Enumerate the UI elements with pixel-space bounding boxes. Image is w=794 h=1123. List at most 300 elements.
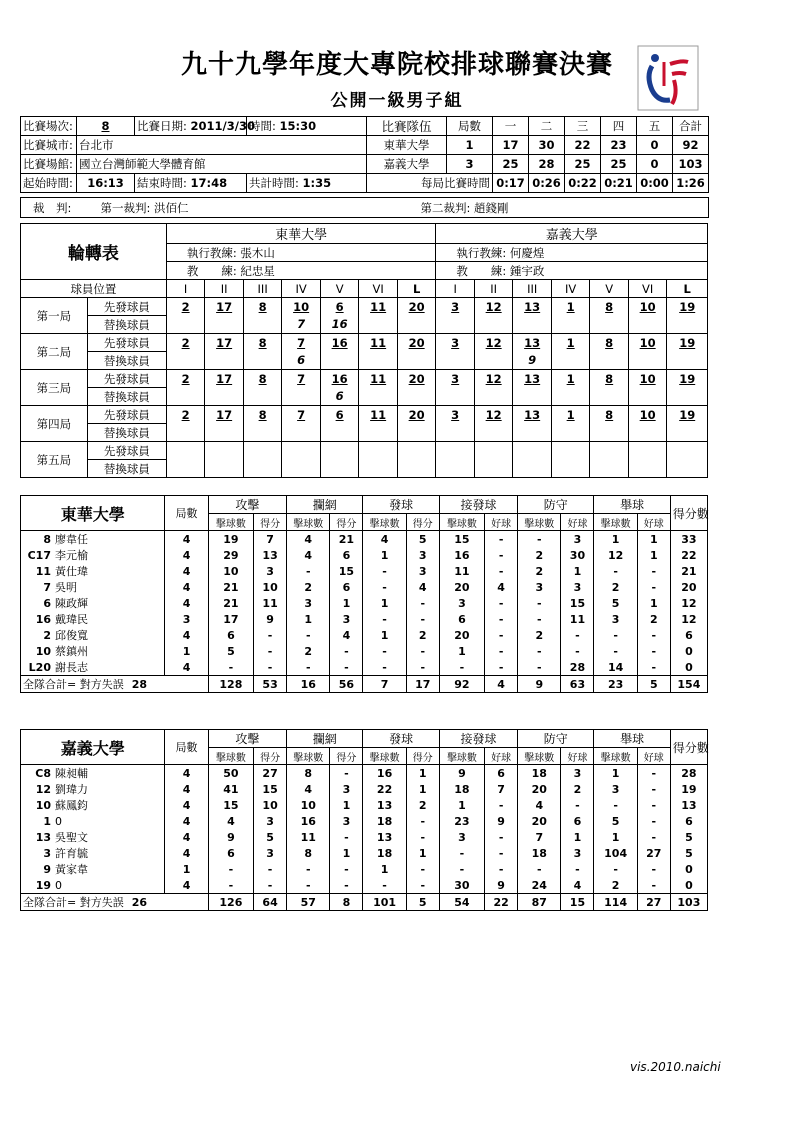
total-value: 53 <box>254 676 287 693</box>
stat-value: 13 <box>670 797 707 813</box>
player-cell <box>21 659 165 676</box>
starter-player: 19 <box>667 334 708 352</box>
start-label: 起始時間: <box>21 174 77 193</box>
stat-value: 4 <box>561 877 594 894</box>
starter-player: 11 <box>359 334 398 352</box>
coach-b: 執行教練: 何慶煌 <box>436 244 708 262</box>
player-number: 6 <box>43 597 51 610</box>
score-cell: 103 <box>673 155 709 174</box>
sub-label: 替換球員 <box>87 352 166 370</box>
stat-value: 12 <box>594 547 637 563</box>
sub-player <box>474 352 513 370</box>
stat-value: 30 <box>561 547 594 563</box>
total-value: 101 <box>363 894 406 911</box>
starter-player: 19 <box>667 298 708 316</box>
sub-player: 6 <box>320 388 359 406</box>
stat-value: 2 <box>637 611 670 627</box>
player-row <box>21 829 708 845</box>
sets-header: 局數 <box>165 496 208 531</box>
stat-value: - <box>363 659 406 676</box>
player-cell <box>21 877 165 894</box>
total-value: 54 <box>439 894 484 911</box>
sub-player <box>282 388 321 406</box>
stat-value: - <box>485 829 518 845</box>
sub-player <box>590 388 629 406</box>
stat-value: 3 <box>561 579 594 595</box>
stat-value: 3 <box>330 813 363 829</box>
starter-label: 先發球員 <box>87 442 166 460</box>
rotation-sub-row <box>21 352 708 370</box>
stat-value: 4 <box>287 531 330 548</box>
position-header: VI <box>628 280 667 298</box>
player-name: 蘇鳳鈞 <box>55 799 88 812</box>
stat-value: 1 <box>594 829 637 845</box>
stat-value: 1 <box>439 643 484 659</box>
starter-player: 1 <box>551 370 590 388</box>
sub-player <box>205 424 244 442</box>
stat-value: - <box>485 659 518 676</box>
stat-value: 4 <box>165 579 208 595</box>
sub-player <box>667 460 708 478</box>
rotation-sub-row <box>21 316 708 334</box>
starter-player <box>359 442 398 460</box>
stat-value: 18 <box>363 813 406 829</box>
total-value: 114 <box>594 894 637 911</box>
starter-player: 7 <box>282 370 321 388</box>
sub-player: 7 <box>282 316 321 334</box>
stat-value: 2 <box>518 547 561 563</box>
stat-value: 2 <box>594 877 637 894</box>
stat-value: 14 <box>594 659 637 676</box>
stat-value: 41 <box>208 781 253 797</box>
player-number: 19 <box>35 878 51 892</box>
stat-value: 24 <box>518 877 561 894</box>
stat-value: 28 <box>670 765 707 782</box>
player-number: 9 <box>43 863 51 876</box>
sub-player <box>628 352 667 370</box>
player-row <box>21 845 708 861</box>
sub-player <box>320 460 359 478</box>
stat-value: - <box>406 877 439 894</box>
stat-value: - <box>594 861 637 877</box>
referee-label: 裁 判: <box>21 198 81 218</box>
stat-sub-header: 擊球數 <box>208 514 253 531</box>
stat-value: 6 <box>439 611 484 627</box>
stat-value: 6 <box>208 627 253 643</box>
position-header: II <box>474 280 513 298</box>
starter-player: 19 <box>667 370 708 388</box>
stat-value: 22 <box>670 547 707 563</box>
player-row <box>21 563 708 579</box>
stat-value: - <box>330 861 363 877</box>
stat-value: - <box>518 611 561 627</box>
stat-value: 1 <box>594 531 637 548</box>
stat-sub-header: 好球 <box>637 748 670 765</box>
stat-value: 4 <box>165 845 208 861</box>
score-cell: 25 <box>601 155 637 174</box>
total-value: 57 <box>287 894 330 911</box>
totals-row <box>21 676 708 693</box>
player-name: 吳明 <box>55 581 77 594</box>
starter-player <box>551 442 590 460</box>
starter-player: 8 <box>243 370 282 388</box>
stat-value: - <box>485 563 518 579</box>
stat-value: 9 <box>485 877 518 894</box>
score-header: 二 <box>529 117 565 136</box>
sub-player <box>166 388 205 406</box>
stat-value: 3 <box>439 829 484 845</box>
sub-player <box>166 352 205 370</box>
stat-value: 27 <box>254 765 287 782</box>
player-row <box>21 797 708 813</box>
sub-player <box>628 388 667 406</box>
rotation-set-row <box>21 334 708 352</box>
position-label: 球員位置 <box>21 280 167 298</box>
sub-label: 替換球員 <box>87 424 166 442</box>
stat-value: 3 <box>561 845 594 861</box>
sub-player <box>551 388 590 406</box>
stat-sub-header: 得分 <box>254 514 287 531</box>
starter-player <box>513 442 552 460</box>
starter-player: 2 <box>166 334 205 352</box>
player-cell <box>21 643 165 659</box>
player-cell <box>21 595 165 611</box>
player-cell <box>21 579 165 595</box>
stat-value: - <box>637 579 670 595</box>
starter-player: 20 <box>397 334 436 352</box>
stat-value: 3 <box>165 611 208 627</box>
starter-player: 8 <box>243 406 282 424</box>
stat-value: - <box>208 877 253 894</box>
player-number: 1 <box>43 814 51 828</box>
stat-value: - <box>330 877 363 894</box>
player-name: 黃仕瑋 <box>55 565 88 578</box>
score-cell: 3 <box>447 155 493 174</box>
starter-player <box>628 442 667 460</box>
rotation-team-b: 嘉義大學 <box>436 224 708 244</box>
starter-player: 8 <box>590 334 629 352</box>
starter-player: 17 <box>205 370 244 388</box>
starter-player <box>320 442 359 460</box>
starter-player: 10 <box>628 298 667 316</box>
stat-value: 4 <box>165 627 208 643</box>
player-row <box>21 531 708 548</box>
player-name: 謝長志 <box>55 661 88 674</box>
stat-value: 7 <box>254 531 287 548</box>
score-cell: 92 <box>673 136 709 155</box>
stat-value: 17 <box>208 611 253 627</box>
stat-value: - <box>485 531 518 548</box>
stat-value: 1 <box>165 861 208 877</box>
score-header: 五 <box>637 117 673 136</box>
score-cell: 23 <box>601 136 637 155</box>
coach-a: 執行教練: 張木山 <box>166 244 436 262</box>
player-name: 0 <box>55 814 62 828</box>
player-name: 黃家韋 <box>55 863 88 876</box>
player-name: 劉瑋力 <box>55 783 88 796</box>
city: 台北市 <box>77 136 367 155</box>
position-header: VI <box>359 280 398 298</box>
stat-sub-header: 擊球數 <box>287 514 330 531</box>
player-number: 2 <box>43 629 51 642</box>
sub-player <box>551 316 590 334</box>
stat-sub-header: 好球 <box>485 514 518 531</box>
stat-value: 11 <box>254 595 287 611</box>
stat-value: - <box>406 861 439 877</box>
starter-player <box>243 442 282 460</box>
stat-value: 10 <box>254 579 287 595</box>
starter-player: 1 <box>551 298 590 316</box>
position-header: V <box>590 280 629 298</box>
player-row <box>21 765 708 782</box>
stat-value: - <box>485 611 518 627</box>
stat-value: 4 <box>165 877 208 894</box>
sub-player <box>320 424 359 442</box>
time-cell: 時間: 15:30 <box>247 117 367 136</box>
starter-player <box>166 442 205 460</box>
stat-sub-header: 得分 <box>406 748 439 765</box>
sub-player <box>359 424 398 442</box>
position-header: L <box>397 280 436 298</box>
starter-player: 13 <box>513 406 552 424</box>
stat-value: - <box>594 643 637 659</box>
starter-player: 2 <box>166 406 205 424</box>
player-row <box>21 547 708 563</box>
score-cell: 1 <box>447 136 493 155</box>
total-value: 5 <box>637 676 670 693</box>
stat-value: - <box>287 563 330 579</box>
stat-value: 1 <box>363 627 406 643</box>
sets-header: 局數 <box>165 730 208 765</box>
player-row <box>21 595 708 611</box>
stat-value: 4 <box>287 547 330 563</box>
rotation-title: 輪轉表 <box>21 224 167 280</box>
totals-label: 全隊合計= 對方失誤 <box>23 896 124 909</box>
stat-sub-header: 好球 <box>561 514 594 531</box>
starter-player: 1 <box>551 334 590 352</box>
stat-value: 3 <box>561 765 594 782</box>
sub-player <box>243 352 282 370</box>
stat-value: 4 <box>165 813 208 829</box>
starter-player: 8 <box>590 406 629 424</box>
player-number: 7 <box>43 581 51 594</box>
stat-value: 3 <box>254 563 287 579</box>
sub-player <box>551 460 590 478</box>
stat-value: 2 <box>406 797 439 813</box>
total-value: 126 <box>208 894 253 911</box>
stat-value: 11 <box>561 611 594 627</box>
player-name: 廖韋任 <box>55 533 88 546</box>
stat-value: 7 <box>485 781 518 797</box>
stat-value: - <box>637 861 670 877</box>
score-header: 局數 <box>447 117 493 136</box>
stat-value: 19 <box>208 531 253 548</box>
stat-value: 20 <box>439 627 484 643</box>
stat-sub-header: 擊球數 <box>594 514 637 531</box>
stat-value: 3 <box>594 611 637 627</box>
stat-value: - <box>561 643 594 659</box>
total-value: 16 <box>287 676 330 693</box>
sub-player <box>436 316 475 334</box>
score-header: 三 <box>565 117 601 136</box>
stat-value: - <box>363 579 406 595</box>
stat-value: 0 <box>670 861 707 877</box>
sub-player <box>551 352 590 370</box>
sub-player <box>474 316 513 334</box>
stat-value: 10 <box>287 797 330 813</box>
player-number: L20 <box>28 661 51 674</box>
stat-value: 0 <box>670 643 707 659</box>
stat-value: - <box>485 627 518 643</box>
stat-value: 1 <box>165 643 208 659</box>
stat-sub-header: 得分 <box>330 748 363 765</box>
rotation-set-row <box>21 298 708 316</box>
stat-value: - <box>287 659 330 676</box>
player-cell <box>21 563 165 579</box>
stat-value: - <box>594 563 637 579</box>
sub-player <box>397 460 436 478</box>
sub-player <box>513 388 552 406</box>
player-cell <box>21 781 165 797</box>
starter-player: 12 <box>474 406 513 424</box>
league-logo <box>638 46 698 110</box>
rotation-sub-row <box>21 388 708 406</box>
player-name: 吳聖文 <box>55 831 88 844</box>
sub-player <box>436 352 475 370</box>
stat-value: - <box>518 861 561 877</box>
stat-value: - <box>406 659 439 676</box>
stat-value: 1 <box>561 829 594 845</box>
stat-value: 16 <box>439 547 484 563</box>
stat-value: - <box>330 829 363 845</box>
starter-player: 20 <box>397 406 436 424</box>
sub-player <box>359 388 398 406</box>
rotation-set-row <box>21 370 708 388</box>
starter-player: 3 <box>436 334 475 352</box>
stat-value: 15 <box>439 531 484 548</box>
stat-value: - <box>287 861 330 877</box>
stat-value: - <box>439 845 484 861</box>
sub-player <box>205 316 244 334</box>
total-value: 63 <box>561 676 594 693</box>
rotation-set-row <box>21 406 708 424</box>
stat-value: 18 <box>439 781 484 797</box>
stat-value: - <box>518 595 561 611</box>
player-row <box>21 643 708 659</box>
stat-value: 4 <box>165 531 208 548</box>
sub-player <box>397 316 436 334</box>
stat-value: 104 <box>594 845 637 861</box>
player-cell <box>21 845 165 861</box>
score-cell: 28 <box>529 155 565 174</box>
assistant-coach-b: 教 練: 鍾宇政 <box>436 262 708 280</box>
stat-value: - <box>363 611 406 627</box>
starter-player: 12 <box>474 370 513 388</box>
sub-label: 替換球員 <box>87 316 166 334</box>
score-team: 東華大學 <box>367 136 447 155</box>
sub-player <box>590 352 629 370</box>
totals-label: 全隊合計= 對方失誤 <box>23 678 124 691</box>
starter-player: 11 <box>359 298 398 316</box>
set-name: 第四局 <box>21 406 88 442</box>
stat-group-header: 攻擊 <box>208 730 286 748</box>
stat-value: 20 <box>518 813 561 829</box>
score-cell: 17 <box>493 136 529 155</box>
stat-value: 3 <box>439 595 484 611</box>
stat-value: 33 <box>670 531 707 548</box>
stat-value: 4 <box>165 595 208 611</box>
starter-player <box>436 442 475 460</box>
total-value: 27 <box>637 894 670 911</box>
stat-value: 6 <box>208 845 253 861</box>
player-name: 李元榆 <box>55 549 88 562</box>
stat-value: 1 <box>561 563 594 579</box>
total-value: 154 <box>670 676 707 693</box>
stat-value: 15 <box>561 595 594 611</box>
sub-player <box>474 460 513 478</box>
stat-value: 15 <box>208 797 253 813</box>
player-cell <box>21 547 165 563</box>
end-cell: 結束時間: 17:48 <box>135 174 247 193</box>
stat-value: - <box>518 659 561 676</box>
sub-player <box>166 316 205 334</box>
starter-player: 10 <box>628 334 667 352</box>
starter-player: 17 <box>205 298 244 316</box>
stat-value: 3 <box>287 595 330 611</box>
stat-value: - <box>518 643 561 659</box>
venue-label: 比賽場館: <box>21 155 77 174</box>
starter-player <box>282 442 321 460</box>
stat-value: 1 <box>406 845 439 861</box>
stat-value: 4 <box>165 797 208 813</box>
stat-group-header: 發球 <box>363 730 439 748</box>
stat-value: 2 <box>406 627 439 643</box>
starter-player: 16 <box>320 334 359 352</box>
rotation-sub-row <box>21 460 708 478</box>
sub-player <box>436 388 475 406</box>
stat-value: 18 <box>518 845 561 861</box>
stats-header-row <box>21 496 708 514</box>
sub-player <box>359 352 398 370</box>
stat-group-header: 攔網 <box>287 730 363 748</box>
stat-value: - <box>439 861 484 877</box>
total-value: 128 <box>208 676 253 693</box>
player-name: 陳昶輔 <box>55 767 88 780</box>
sub-player <box>359 460 398 478</box>
player-cell <box>21 797 165 813</box>
player-cell <box>21 627 165 643</box>
sub-player <box>628 460 667 478</box>
set-time: 0:22 <box>565 174 601 193</box>
stat-value: 1 <box>637 531 670 548</box>
stat-value: - <box>330 659 363 676</box>
stat-sub-header: 好球 <box>485 748 518 765</box>
stat-value: 6 <box>670 627 707 643</box>
stat-value: 18 <box>518 765 561 782</box>
sub-player <box>282 424 321 442</box>
stat-value: 2 <box>518 627 561 643</box>
player-cell <box>21 861 165 877</box>
starter-player: 13 <box>513 298 552 316</box>
stat-value: 5 <box>670 845 707 861</box>
sub-player <box>513 424 552 442</box>
stat-value: 4 <box>165 781 208 797</box>
stat-value: 11 <box>439 563 484 579</box>
starter-player: 10 <box>628 406 667 424</box>
rotation-team-a: 東華大學 <box>166 224 436 244</box>
page-subtitle: 公開一級男子組 <box>330 91 464 111</box>
total-value: 103 <box>670 894 707 911</box>
